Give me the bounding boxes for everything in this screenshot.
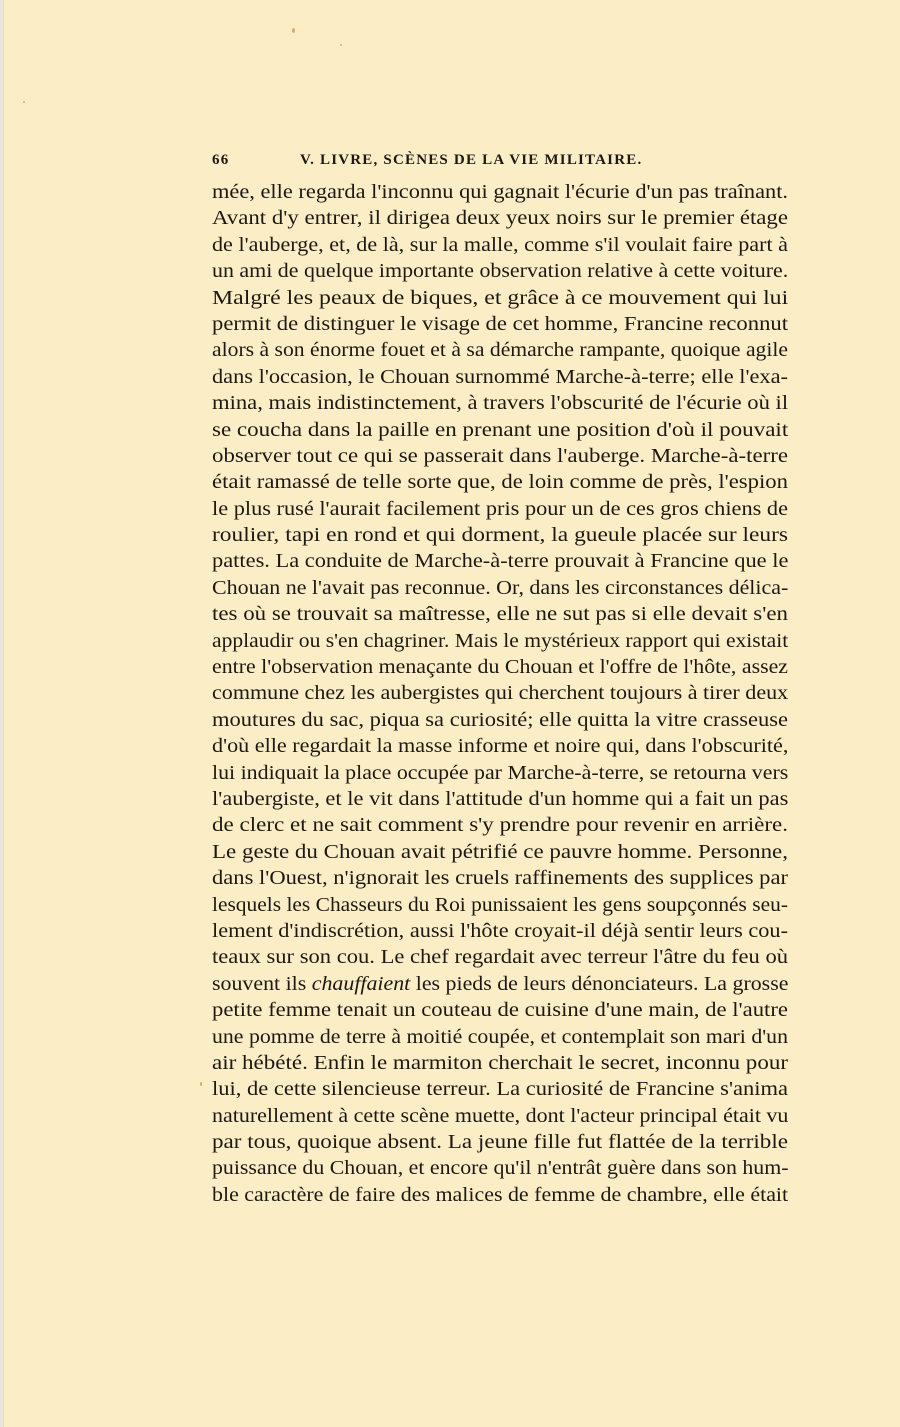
text-line: lesquels les Chasseurs du Roi punissaient les gens soupçonnés seu-	[212, 894, 788, 916]
text-line: permit de distinguer le visage de cet homme, Francine reconnut	[212, 313, 789, 335]
paper-speck	[200, 1082, 202, 1086]
text-line: Malgré les peaux de biques, et grâce à ce mouvement qui lui	[212, 287, 789, 309]
text-fragment: les pieds de leurs dénonciateurs. La grosse	[410, 973, 789, 995]
text-line: roulier, tapi en rond et qui dorment, la gueule placée sur leurs	[212, 525, 788, 547]
text-line: entre l'observation menaçante du Chouan et l'offre de l'hôte, assez	[212, 657, 788, 679]
text-line: Avant d'y entrer, il dirigea deux yeux noirs sur le premier étage	[212, 208, 788, 230]
running-title: V. LIVRE, SCÈNES DE LA VIE MILITAIRE.	[300, 152, 643, 168]
paper-speck	[23, 101, 25, 103]
text-line: commune chez les aubergistes qui cherchent toujours à tirer deux	[212, 683, 789, 705]
text-line: puissance du Chouan, et encore qu'il n'entrât guère dans son hum-	[212, 1158, 789, 1180]
text-line: observer tout ce qui se passerait dans l'auberge. Marche-à-terre	[212, 445, 788, 467]
text-line: se coucha dans la paille en prenant une position d'où il pouvait	[212, 419, 789, 441]
running-head	[212, 150, 788, 174]
text-fragment: souvent ils	[212, 973, 312, 995]
text-line: Le geste du Chouan avait pétrifié ce pauvre homme. Personne,	[212, 841, 788, 863]
italic-word: chauffaient	[311, 973, 411, 995]
text-line: dans l'Ouest, n'ignorait les cruels raffinements des supplices par	[212, 868, 788, 890]
text-line: de clerc et ne sait comment s'y prendre pour revenir en arrière.	[212, 815, 788, 837]
text-line: Chouan ne l'avait pas reconnue. Or, dans les circonstances délica-	[212, 577, 789, 599]
text-line: une pomme de terre à moitié coupée, et contemplait son mari d'un	[212, 1026, 788, 1048]
text-line: naturellement à cette scène muette, dont l'acteur principal était vu	[212, 1105, 789, 1127]
text-line: d'où elle regardait la masse informe et noire qui, dans l'obscurité,	[212, 736, 789, 758]
text-line: lement d'indiscrétion, aussi l'hôte croyait-il déjà sentir leurs cou-	[212, 920, 788, 942]
body-text	[212, 180, 788, 1209]
text-line: pattes. La conduite de Marche-à-terre prouvait à Francine que le	[212, 551, 789, 573]
text-line: alors à son énorme fouet et à sa démarche rampante, quoique agile	[212, 340, 788, 362]
text-line: lui indiquait la place occupée par Marche-à-terre, se retourna vers	[212, 762, 789, 784]
text-line: teaux sur son cou. Le chef regardait avec terreur l'âtre du feu où	[212, 947, 788, 969]
text-line: l'aubergiste, et le vit dans l'attitude d'un homme qui a fait un pas	[212, 788, 789, 810]
text-line: lui, de cette silencieuse terreur. La curiosité de Francine s'anima	[212, 1079, 788, 1101]
text-line-with-italic	[212, 972, 788, 998]
text-line: le plus rusé l'aurait facilement pris pour un de ces gros chiens de	[212, 498, 788, 520]
text-line: un ami de quelque importante observation relative à cette voiture.	[212, 261, 789, 283]
paper-speck	[292, 28, 295, 33]
text-line: moutures du sac, piqua sa curiosité; elle quitta la vitre crasseuse	[212, 709, 788, 731]
paper-speck	[340, 44, 342, 46]
text-line: mina, mais indistinctement, à travers l'obscurité de l'écurie où il	[212, 393, 789, 415]
text-line: air hébété. Enfin le marmiton cherchait le secret, inconnu pour	[212, 1052, 788, 1074]
text-line: mée, elle regarda l'inconnu qui gagnait l'écurie d'un pas traînant.	[212, 182, 788, 203]
text-line: dans l'occasion, le Chouan surnommé Marche-à-terre; elle l'exa-	[212, 366, 788, 388]
page-number: 66	[212, 152, 230, 168]
text-line: tes où se trouvait sa maîtresse, elle ne sut pas si elle devait s'en	[212, 604, 788, 626]
text-line: de l'auberge, et, de là, sur la malle, comme s'il voulait faire part à	[212, 234, 788, 256]
text-line: par tous, quoique absent. La jeune fille fut flattée de la terrible	[212, 1132, 788, 1154]
text-line: était ramassé de telle sorte que, de loin comme de près, l'espion	[212, 472, 788, 494]
text-line: applaudir ou s'en chagriner. Mais le mystérieux rapport qui existait	[212, 630, 789, 652]
text-line: petite femme tenait un couteau de cuisine d'une main, de l'autre	[212, 1000, 788, 1022]
text-line: ble caractère de faire des malices de femme de chambre, elle était	[212, 1184, 789, 1206]
